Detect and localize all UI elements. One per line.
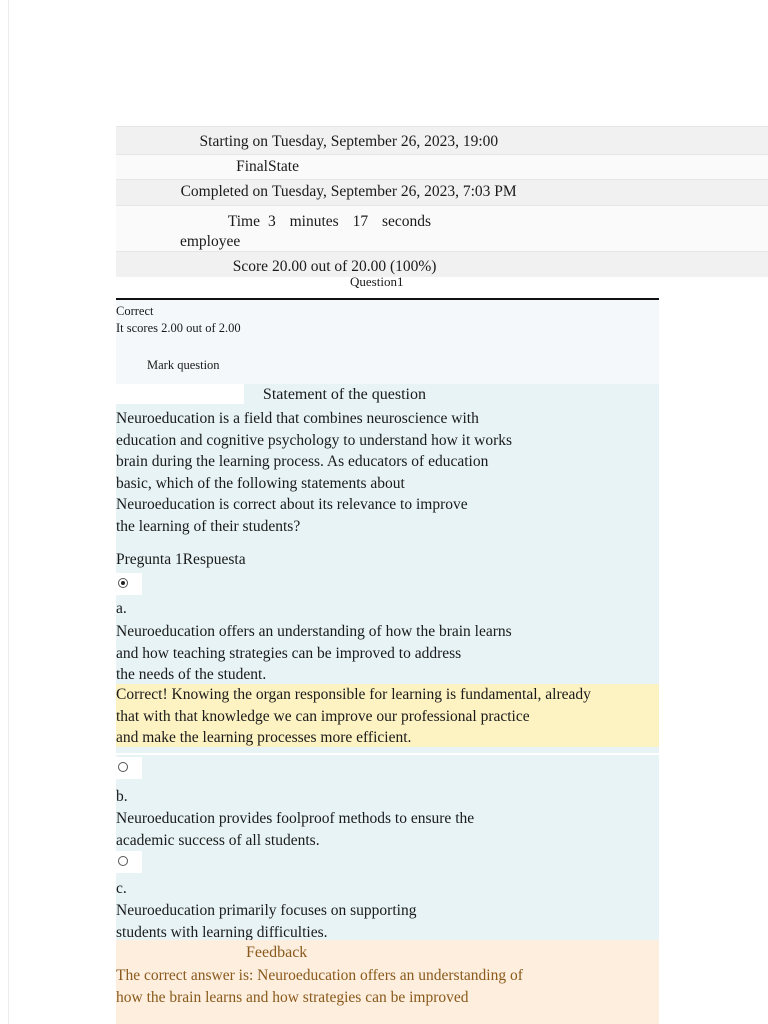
- general-feedback: [116, 940, 659, 1024]
- summary-row-state: [116, 154, 768, 179]
- option-a-radio[interactable]: [118, 578, 128, 588]
- feedback-heading: Feedback: [246, 944, 308, 961]
- option-b-letter: b.: [116, 788, 128, 805]
- question-text-line: Neuroeducation is correct about its relevance to improve: [116, 496, 468, 513]
- feedback-line: The correct answer is: Neuroeducation offers an understanding of: [116, 967, 523, 984]
- question-grade: It scores 2.00 out of 2.00: [116, 321, 241, 335]
- state-value: State: [268, 158, 299, 175]
- option-a-radio-box[interactable]: [116, 573, 142, 595]
- completed-value: Tuesday, September 26, 2023, 7:03 PM: [272, 183, 517, 200]
- answer-label: Pregunta 1Respuesta: [116, 551, 246, 568]
- question-info: [116, 298, 659, 386]
- completed-label: Completed on: [180, 183, 268, 200]
- attempt-summary-table: [116, 126, 768, 277]
- question-text-line: Neuroeducation is a field that combines neuroscience with: [116, 410, 479, 427]
- option-c-line: Neuroeducation primarily focuses on supporting: [116, 902, 417, 919]
- option-c-text[interactable]: [116, 900, 536, 943]
- question-text-line: education and cognitive psychology to understand how it works: [116, 431, 513, 449]
- time-value: 3 minutes 17 seconds: [268, 213, 432, 230]
- option-a-line: and how teaching strategies can be improved to address: [116, 644, 462, 662]
- page-edge: [8, 0, 9, 1024]
- score-value: 20.00 out of 20.00 (100%): [272, 258, 437, 275]
- specific-feedback: [116, 684, 659, 747]
- summary-row-started: [116, 126, 768, 154]
- option-a-text[interactable]: [116, 621, 536, 686]
- summary-row-score: [116, 251, 768, 277]
- option-b-line: academic success of all students.: [116, 831, 320, 849]
- specific-feedback-line: Correct! Knowing the organ responsible for learning is fundamental, already: [116, 686, 591, 703]
- score-label: Score: [232, 258, 268, 275]
- time-label-line1: Time: [227, 213, 260, 230]
- question-number: Question1: [350, 274, 404, 289]
- option-b-text[interactable]: [116, 808, 536, 851]
- option-a-line: the needs of the student.: [116, 666, 267, 683]
- state-label: Final: [236, 158, 268, 175]
- summary-row-completed: [116, 179, 768, 205]
- option-c-letter: c.: [116, 880, 127, 897]
- answer-options-rest: [116, 755, 659, 940]
- question-state: Correct: [116, 304, 154, 318]
- question-text: [116, 408, 536, 537]
- specific-feedback-line: that with that knowledge we can improve our professional practice: [116, 707, 530, 725]
- feedback-line: how the brain learns and how strategies can be improved: [116, 988, 469, 1006]
- question-text-line: the learning of their students?: [116, 517, 301, 535]
- option-c-radio[interactable]: [118, 856, 128, 866]
- option-c-line: students with learning difficulties.: [116, 923, 328, 941]
- started-value: Tuesday, September 26, 2023, 19:00: [272, 133, 499, 150]
- specific-feedback-line: and make the learning processes more efficient.: [116, 729, 412, 746]
- option-b-radio[interactable]: [118, 762, 128, 772]
- started-label: Starting on: [199, 133, 268, 150]
- feedback-text: [116, 965, 536, 1008]
- summary-row-time: [116, 205, 768, 251]
- flag-question-link[interactable]: Mark question: [147, 358, 220, 372]
- option-b-radio-box[interactable]: [116, 757, 142, 779]
- time-label-line2: employee: [180, 233, 241, 250]
- option-a-line: Neuroeducation offers an understanding of how the brain learns: [116, 623, 512, 640]
- question-text-line: basic, which of the following statements about: [116, 474, 405, 492]
- question-statement-heading: Statement of the question: [262, 386, 426, 403]
- question-text-line: brain during the learning process. As educators of education: [116, 453, 489, 470]
- time-label: [116, 206, 268, 251]
- option-a-letter: a.: [116, 600, 127, 617]
- option-b-line: Neuroeducation provides foolproof methods to ensure the: [116, 810, 475, 827]
- option-c-radio-box[interactable]: [116, 851, 142, 873]
- question-formulation: [116, 384, 659, 753]
